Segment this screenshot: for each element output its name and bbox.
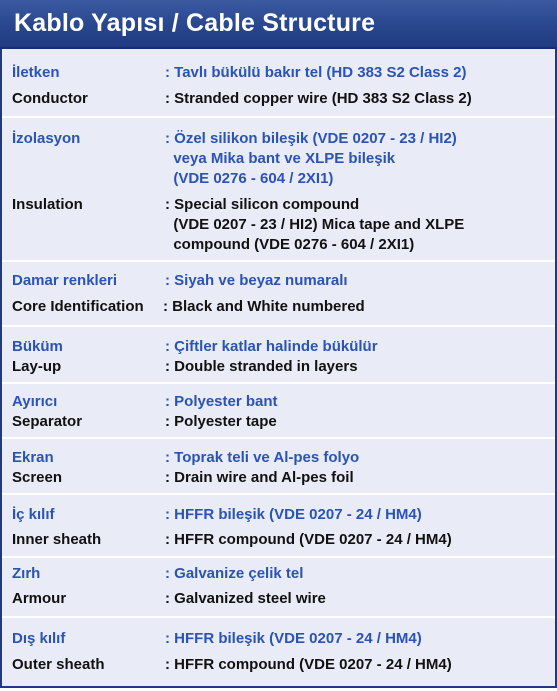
page-title: Kablo Yapısı / Cable Structure	[14, 9, 376, 37]
row-outer-sheath-tr	[2, 629, 555, 649]
value-en: : HFFR compound (VDE 0207 - 24 / HM4)	[165, 656, 452, 673]
row-inner-sheath-en	[2, 530, 555, 550]
label-en: Conductor	[12, 90, 88, 107]
label-en: Armour	[12, 590, 67, 607]
value-tr: : Tavlı bükülü bakır tel (HD 383 S2 Class 2)	[165, 64, 467, 81]
value-en: : Double stranded in layers	[165, 358, 358, 375]
row-insulation-en-2	[2, 215, 555, 235]
divider	[2, 556, 555, 558]
value-en: : Drain wire and Al-pes foil	[165, 469, 354, 486]
label-en: Separator	[12, 413, 83, 430]
divider	[2, 493, 555, 495]
divider	[2, 616, 555, 618]
label-tr: İzolasyon	[12, 130, 81, 147]
value-tr: : HFFR bileşik (VDE 0207 - 24 / HM4)	[165, 630, 422, 647]
label-en: Inner sheath	[12, 531, 102, 548]
value-en: : HFFR compound (VDE 0207 - 24 / HM4)	[165, 531, 452, 548]
divider	[2, 116, 555, 118]
label-tr: Zırh	[12, 565, 41, 582]
label-tr: Büküm	[12, 338, 63, 355]
label-en: Outer sheath	[12, 656, 105, 673]
row-layup-tr	[2, 337, 555, 357]
row-outer-sheath-en	[2, 655, 555, 675]
row-screen-en	[2, 468, 555, 488]
value-tr: veya Mika bant ve XLPE bileşik	[165, 150, 396, 167]
row-insulation-tr-2	[2, 149, 555, 169]
row-separator-en	[2, 412, 555, 432]
value-en: : Special silicon compound	[165, 196, 360, 213]
label-tr: Dış kılıf	[12, 630, 66, 647]
header-bar	[0, 0, 557, 49]
label-en: Core Identification	[12, 298, 144, 315]
label-en: Screen	[12, 469, 63, 486]
value-tr: : Polyester bant	[165, 393, 278, 410]
row-insulation-en-3	[2, 235, 555, 255]
label-tr: İletken	[12, 64, 60, 81]
row-armour-tr	[2, 564, 555, 584]
row-inner-sheath-tr	[2, 505, 555, 525]
label-en: Lay-up	[12, 358, 62, 375]
row-insulation-en-1	[2, 195, 555, 215]
value-en: : Stranded copper wire (HD 383 S2 Class 2)	[165, 90, 472, 107]
divider	[2, 325, 555, 327]
divider	[2, 382, 555, 384]
label-en: Insulation	[12, 196, 83, 213]
row-conductor-tr	[2, 63, 555, 83]
value-tr: : Çiftler katlar halinde bükülür	[165, 338, 378, 355]
label-tr: Ekran	[12, 449, 54, 466]
row-armour-en	[2, 589, 555, 609]
row-insulation-tr-3	[2, 169, 555, 189]
value-tr: : Siyah ve beyaz numaralı	[165, 272, 348, 289]
label-tr: İç kılıf	[12, 506, 55, 523]
value-en: : Polyester tape	[165, 413, 277, 430]
value-tr: : HFFR bileşik (VDE 0207 - 24 / HM4)	[165, 506, 422, 523]
value-en: : Galvanized steel wire	[165, 590, 326, 607]
row-conductor-en	[2, 89, 555, 109]
label-tr: Damar renkleri	[12, 272, 118, 289]
value-tr: : Toprak teli ve Al-pes folyo	[165, 449, 360, 466]
value-en: : Black and White numbered	[163, 298, 365, 315]
divider	[2, 260, 555, 262]
cable-structure-table	[0, 49, 557, 688]
row-core-en	[2, 297, 555, 317]
value-en: (VDE 0207 - 23 / HI2) Mica tape and XLPE	[165, 216, 465, 233]
label-tr: Ayırıcı	[12, 393, 58, 410]
row-separator-tr	[2, 392, 555, 412]
row-screen-tr	[2, 448, 555, 468]
divider	[2, 437, 555, 439]
value-en: compound (VDE 0276 - 604 / 2XI1)	[165, 236, 415, 253]
value-tr: (VDE 0276 - 604 / 2XI1)	[165, 170, 334, 187]
row-layup-en	[2, 357, 555, 377]
value-tr: : Özel silikon bileşik (VDE 0207 - 23 / HI2)	[165, 130, 457, 147]
row-insulation-tr-1	[2, 129, 555, 149]
value-tr: : Galvanize çelik tel	[165, 565, 304, 582]
row-core-tr	[2, 271, 555, 291]
